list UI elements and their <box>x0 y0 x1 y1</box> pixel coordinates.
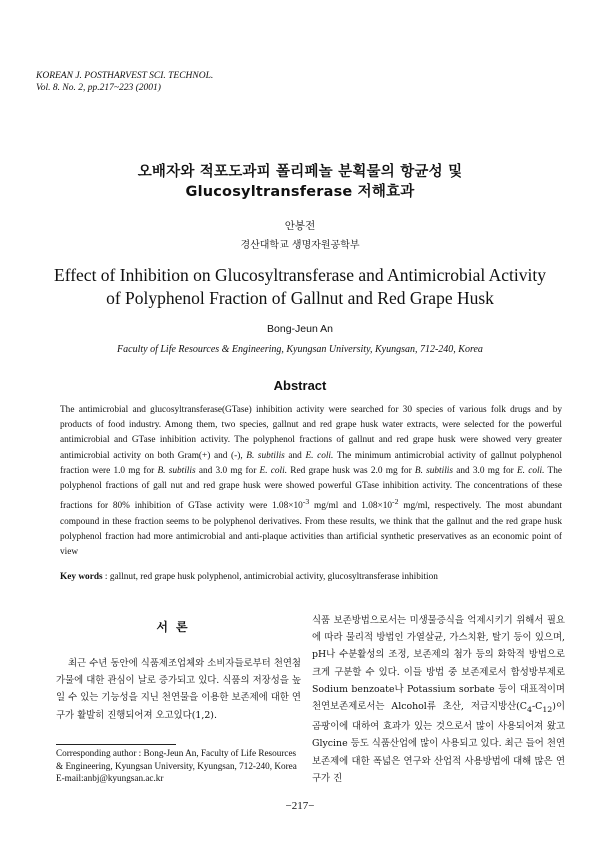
organism-name: B. subtilis <box>157 465 196 476</box>
keywords <box>60 572 562 582</box>
footnote-email: E-mail:anbj@kyungsan.ac.kr <box>56 773 164 783</box>
body-text: -C <box>531 701 543 713</box>
korean-affiliation: 경산대학교 생명자원공학부 <box>240 240 360 251</box>
english-author: Bong-Jeun An <box>267 323 333 335</box>
journal-header <box>36 70 213 94</box>
body-text: 식품 보존방법으로서는 미생물증식을 억제시키기 위해서 필요에 따라 물리적 방법인 가열살균, 가스치환, 탈기 등이 있으며, pH나 수분활성의 조정, 보존제의 첨가 등의 화학적 방법으로 크게 구분할 수 있다. 이들 방법 중 보존제로서 합성방부제로 Sodium benzoate나 Potassium sorbate 등이 대표적이며 천연보존제로서는 Alcohol류 초산, 저급지방산(C <box>312 615 565 713</box>
abstract-text: The polyphenol fractions of gall nut and red grape husk were showed powerful GTase inhibition activity. The concentrations of these fractions for 80% inhibition of GTase activity were 1.08×10 <box>60 465 562 512</box>
english-affiliation: Faculty of Life Resources & Engineering, Kyungsan University, Kyungsan, 712-240, Korea <box>117 344 483 355</box>
subscript: 4 <box>526 704 532 714</box>
abstract-text: mg/ml and 1.08×10 <box>309 501 393 512</box>
exponent: -3 <box>302 497 310 507</box>
journal-volume: Vol. 8. No. 2, pp.217~223 (2001) <box>36 83 161 93</box>
footnote-divider <box>56 744 176 745</box>
organism-name: E. coli. <box>516 465 545 476</box>
abstract-text: and <box>284 450 306 461</box>
journal-name: KOREAN J. POSTHARVEST SCI. TECHNOL. <box>36 71 214 81</box>
abstract-text: mg/ml, respectively. The most abundant compound in these fraction seems to be polyphenol derivatives. From these results, we think that the gallnut and the red grape husk polyphenol fraction had more antimicrobial and anti-plaque activities than artificial synthetic preservatives as an economic point of view <box>60 501 562 557</box>
korean-author: 안봉전 <box>284 220 316 232</box>
keywords-label: Key words <box>60 572 103 582</box>
organism-name: E. coli. <box>259 465 288 476</box>
korean-title-line2: Glucosyltransferase 저해효과 <box>185 184 415 200</box>
keywords-text: : gallnut, red grape husk polyphenol, antimicrobial activity, glucosyltransferase inhibition <box>102 572 438 582</box>
intro-right-paragraph <box>312 612 565 787</box>
abstract-text: and 3.0 mg for <box>195 465 260 476</box>
organism-name: B. subtilis <box>246 450 285 461</box>
abstract-text: and 3.0 mg for <box>453 465 517 476</box>
korean-title-line1: 오배자와 적포도과피 폴리페놀 분획물의 항균성 및 <box>137 164 463 180</box>
organism-name: B. subtilis <box>414 465 454 476</box>
subscript: 12 <box>542 704 553 714</box>
abstract-body <box>60 403 562 560</box>
corresponding-author-footnote <box>56 747 302 785</box>
abstract-text: The antimicrobial and glucosyltransferase(GTase) inhibition activity were searched for 30 species of various folk drugs and by products of food industry. Among them, two species, gallnut and red grape husk water extracts, were selected for the powerful antimicrobial and GTase inhibition activity. The polyphenol fractions of gallnut and red grape husk were showed very greater antimicrobial activity on both Gram(+) and (-), <box>60 405 562 461</box>
abstract-text: Red grape husk was 2.0 mg for <box>287 465 415 476</box>
footnote-address: Corresponding author : Bong-Jeun An, Faculty of Life Resources & Engineering, Kyungsan University, Kyungsan, 712-240, Korea <box>56 748 297 771</box>
body-text: )이 곰팡이에 대하여 효과가 있는 것으로서 많이 사용되어져 왔고 Glycine 등도 식품산업에 많이 사용되고 있다. 최근 들어 천연보존제에 대한 폭넓은 연구와 산업적 사용방법에 대해 많은 연구가 진 <box>312 701 565 784</box>
korean-title <box>0 162 600 202</box>
english-title-line2: of Polyphenol Fraction of Gallnut and Red Grape Husk <box>106 288 494 308</box>
exponent: -2 <box>392 497 399 507</box>
abstract-heading: Abstract <box>273 378 327 393</box>
page-number: −217− <box>285 800 315 812</box>
section-heading-introduction: 서론 <box>156 620 196 634</box>
abstract-text: The minimum antimicrobial activity of gallnut polyphenol fraction were 1.0 mg for <box>60 450 563 476</box>
organism-name: E. coli. <box>305 450 334 461</box>
intro-left-paragraph: 최근 수년 동안에 식품제조업체와 소비자들로부터 천연첨가물에 대한 관심이 날로 증가되고 있다. 식품의 저장성을 높일 수 있는 기능성을 지닌 천연물을 이용한 보존제에 대한 연구가 활발히 진행되어져 오고있다(1,2). <box>56 658 301 721</box>
english-title-line1: Effect of Inhibition on Glucosyltransferase and Antimicrobial Activity <box>54 265 546 285</box>
english-title <box>20 264 580 310</box>
